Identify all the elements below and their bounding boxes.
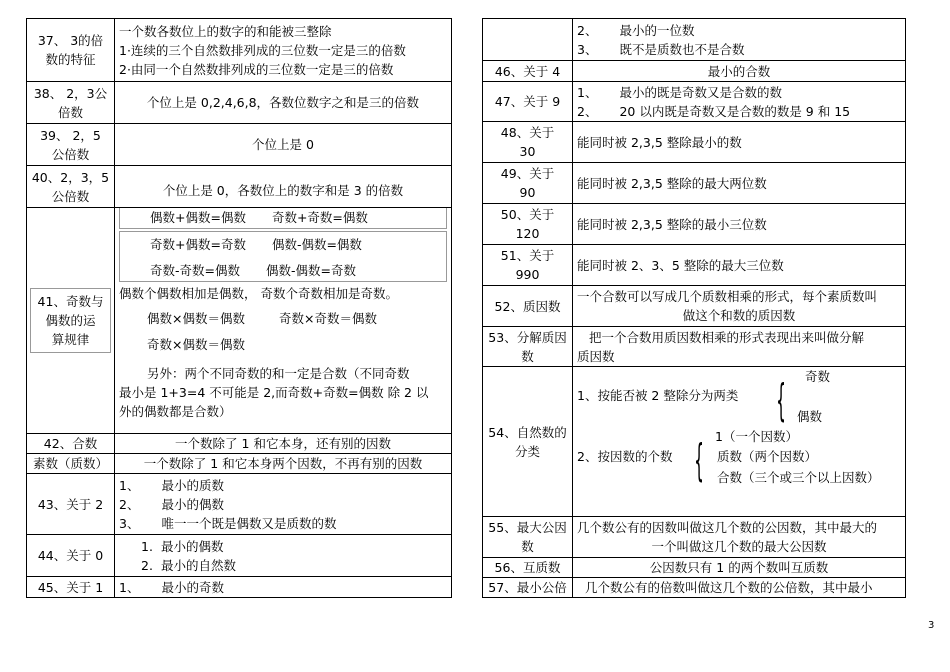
table-row (27, 577, 452, 598)
row-key: 54、自然数的 分类 (483, 367, 573, 517)
page-number: 3 (928, 620, 935, 631)
left-table (26, 18, 452, 598)
row-key (27, 208, 115, 434)
row-value: 2、 最小的一位数 3、 既不是质数也不是合数 (573, 19, 906, 61)
formula-box-1: 偶数+偶数=偶数 奇数+奇数=偶数 (119, 208, 447, 230)
row-value: 最小的合数 (573, 61, 906, 82)
table-row (483, 367, 906, 517)
row-key: 51、关于 990 (483, 245, 573, 286)
row-key: 45、关于 1 (27, 577, 115, 598)
right-table (482, 18, 906, 598)
row-key: 37、 3的倍 数的特征 (27, 19, 115, 82)
row-value: 能同时被 2,3,5 整除的最大两位数 (573, 163, 906, 204)
row-value: 一个合数可以写成几个质数相乘的形式，每个素质数叫 做这个和数的质因数 (573, 286, 906, 327)
table-row (483, 19, 906, 61)
table-row (27, 19, 452, 82)
row-key (483, 19, 573, 61)
table-row (483, 61, 906, 82)
row-key: 53、分解质因 数 (483, 327, 573, 367)
table-row (27, 124, 452, 166)
row-key: 48、关于 30 (483, 122, 573, 163)
row-value: 能同时被 2、3、5 整除的最大三位数 (573, 245, 906, 286)
row-value: 个位上是 0,2,4,6,8，各数位数字之和是三的倍数 (115, 82, 452, 124)
row-key: 56、互质数 (483, 558, 573, 578)
table-row (483, 82, 906, 122)
row-value: 能同时被 2,3,5 整除的最小三位数 (573, 204, 906, 245)
row-key: 57、最小公倍 (483, 578, 573, 598)
row-key: 40、2，3，5 公倍数 (27, 166, 115, 208)
row-value: 一个数除了 1 和它本身，还有别的因数 (115, 434, 452, 454)
row-key: 55、最大公因 数 (483, 517, 573, 558)
row-key: 52、质因数 (483, 286, 573, 327)
row-value: 1、 最小的质数 2、 最小的偶数 3、 唯一一个既是偶数又是质数的数 (115, 474, 452, 535)
formula-box-2: 奇数+偶数=奇数 偶数-偶数=偶数 奇数-奇数=偶数 偶数-偶数=奇数 (119, 231, 447, 282)
row-value: 偶数+偶数=偶数 奇数+奇数=偶数 奇数+偶数=奇数 偶数-偶数=偶数 奇数-奇数=偶数 偶数-偶数=奇数 偶数个偶数相加是偶数， 奇数个奇数相加是奇数。 偶数×偶数＝偶数 奇数×奇数＝偶数 奇数×偶数＝偶数 另外：两个不同奇数的和一定是合数（不同奇数 最小是 1+3=4 不可能是 2,而奇数+奇数=偶数 除 2 以 外的偶数都是合数） (115, 208, 452, 434)
row-value: 个位上是 0，各数位上的数字和是 3 的倍数 (115, 166, 452, 208)
row-value: 把一个合数用质因数相乘的形式表现出来叫做分解 质因数 (573, 327, 906, 367)
row-key: 49、关于 90 (483, 163, 573, 204)
row-key: 38、 2，3公 倍数 (27, 82, 115, 124)
table-row (27, 434, 452, 454)
table-row (27, 82, 452, 124)
row-key: 43、关于 2 (27, 474, 115, 535)
table-row (483, 327, 906, 367)
table-row (27, 166, 452, 208)
table-row (483, 558, 906, 578)
row-value: 个位上是 0 (115, 124, 452, 166)
row-key: 47、关于 9 (483, 82, 573, 122)
table-row (483, 578, 906, 598)
row-key: 39、 2，5 公倍数 (27, 124, 115, 166)
row-value: 1. 最小的偶数 2. 最小的自然数 (115, 535, 452, 577)
row-value: 能同时被 2,3,5 整除最小的数 (573, 122, 906, 163)
row-value: 几个数公有的倍数叫做这几个数的公倍数，其中最小 (573, 578, 906, 598)
row-key: 44、关于 0 (27, 535, 115, 577)
row-key: 46、关于 4 (483, 61, 573, 82)
row-value: 1、 最小的既是奇数又是合数的数 2、 20 以内既是奇数又是合数的数是 9 和 15 (573, 82, 906, 122)
table-row (483, 286, 906, 327)
table-row (483, 163, 906, 204)
table-row (27, 454, 452, 474)
row-value: 公因数只有 1 的两个数叫互质数 (573, 558, 906, 578)
table-row (27, 474, 452, 535)
row-value: 几个数公有的因数叫做这几个数的公因数，其中最大的 一个叫做这几个数的最大公因数 (573, 517, 906, 558)
table-row (483, 122, 906, 163)
key-box: 41、奇数与 偶数的运 算规律 (30, 288, 111, 353)
row-key: 50、关于 120 (483, 204, 573, 245)
brace-icon: { (694, 435, 704, 486)
row-value: 一个数各数位上的数字的和能被三整除 1·连续的三个自然数排列成的三位数一定是三的倍数 2·由同一个自然数排列成的三位数一定是三的倍数 (115, 19, 452, 82)
row-value: 一个数除了 1 和它本身两个因数，不再有别的因数 (115, 454, 452, 474)
row-key: 素数（质数） (27, 454, 115, 474)
row-value (573, 367, 906, 517)
classification-tree: 奇数 1、按能否被 2 整除分为两类 { 偶数 1（一个因数） 2、按因数的个数 { 质数（两个因数） 合数（三个或三个以上因数） (577, 369, 880, 486)
table-row (483, 204, 906, 245)
table-row (27, 208, 452, 434)
row-key: 42、合数 (27, 434, 115, 454)
table-row (483, 517, 906, 558)
table-row (27, 535, 452, 577)
row-value: 1、 最小的奇数 (115, 577, 452, 598)
table-row (483, 245, 906, 286)
brace-icon: { (776, 375, 786, 426)
